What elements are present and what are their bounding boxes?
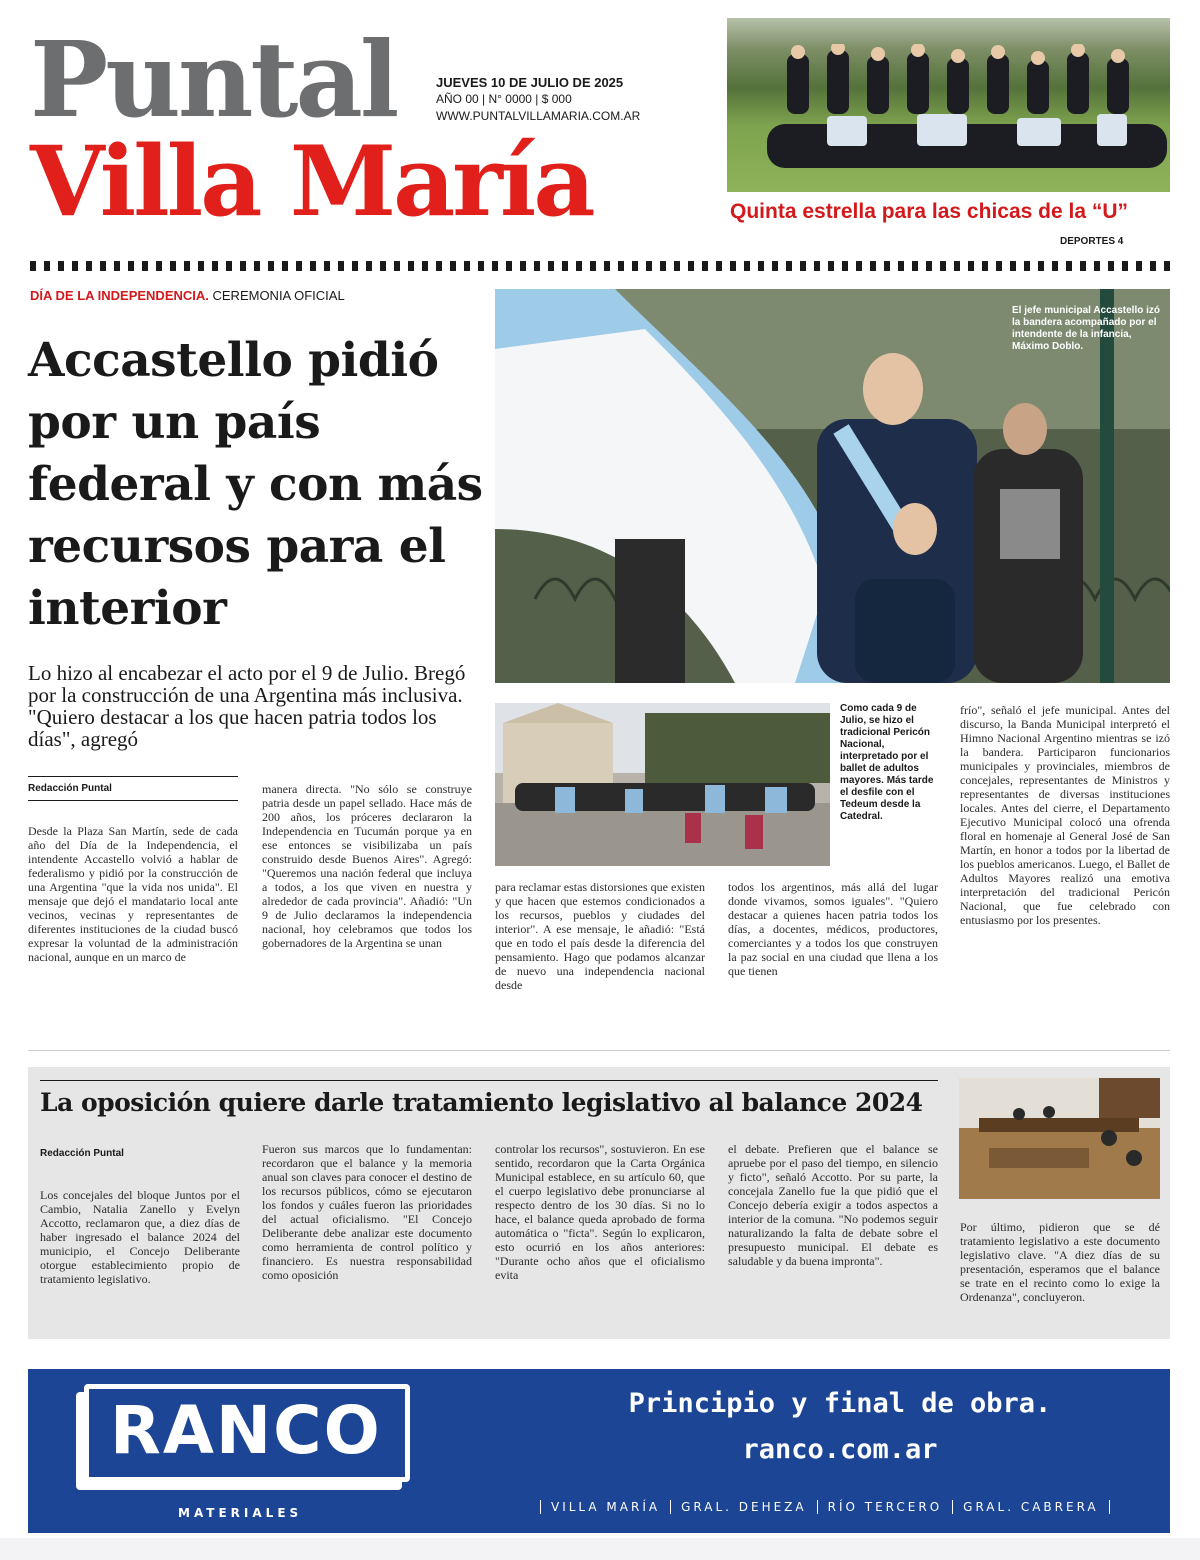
main-story-column-4: todos los argentinos, más allá del lugar donde vivamos, somos iguales". "Quiero destacar a quienes hacen patria todos los días, a docentes, médicos, productores, comerciantes y a todos los que construyen la paz social en una ciudad que llena a los que tienen: [728, 880, 938, 978]
issue-date: JUEVES 10 DE JULIO DE 2025: [436, 75, 624, 90]
main-story-column-5: frío", señaló el jefe municipal. Antes del discurso, la Banda Municipal interpretó el Himno Nacional Argentino mientras se izó la bandera. Participaron funcionarios municipales y provinciales, miembros de concejales, representantes de Ministros y representantes de diversas instituciones locales. Antes del cierre, el Departamento Ejecutivo Municipal colocó una ofrenda floral en homenaje al General José de San Martín, en honor a todos por la libertad de los pueblos americanos. Luego, el Ballet de Adultos Mayores realizó una emotiva interpretación del tradicional Pericón Nacional, que fue celebrado con entusiasmo por los presentes.: [960, 703, 1170, 927]
byline-rule-bottom: [28, 800, 238, 801]
main-story-column-3: para reclamar estas distorsiones que existen y que hacen que estemos condicionados a los recursos, pueblos y ciudades del interior". A ese mensaje, le añadió: "Está que en todo el país desde la diferencia del pensamiento. Hago que podamos alcanzar de nuevo una independencia nacional desde: [495, 880, 705, 992]
opposition-column-2: Fueron sus marcos que lo fundamentan: recordaron que el balance y la memoria anual son claves para conocer el destino de los recursos públicos, cómo se ejecutaron los fondos y cuáles fueron las prioridades del actual oficialismo. "El Concejo Deliberante debe analizar este documento como herramienta de control político y financiero. Es nuestra responsabilidad como oposición: [262, 1142, 472, 1282]
opposition-story-byline: Redacción Puntal: [40, 1148, 124, 1159]
ad-slogan: Principio y final de obra.: [628, 1388, 1052, 1419]
perforated-divider: [30, 261, 1170, 271]
sports-section-tag: DEPORTES 4: [1060, 236, 1124, 247]
sports-teaser-headline[interactable]: Quinta estrella para las chicas de la “U”: [730, 200, 1129, 223]
council-illustration: [959, 1078, 1160, 1199]
ad-city: VILLA MARÍA: [540, 1500, 670, 1514]
masthead-puntal: Puntal: [30, 18, 397, 141]
ad-city: GRAL. DEHEZA: [670, 1500, 817, 1514]
opposition-story-headline[interactable]: La oposición quiere darle tratamiento legislativo al balance 2024: [40, 1088, 923, 1117]
main-story-headline[interactable]: Accastello pidió por un país federal y con más recursos para el interior: [28, 333, 483, 636]
opposition-column-3: controlar los recursos", sostuvieron. En ese sentido, recordaron que la Carta Orgánica Municipal establece, en su artículo 60, que el cuerpo legislativo debe pronunciarse al respecto dentro de los 30 días. Si no lo hace, el balance queda aprobado de forma automática o "ficta". Según lo explicaron, esto ocurrió en los años anteriores: "Durante ocho años que el oficialismo evita: [495, 1142, 705, 1282]
ranco-logo-subtitle: MATERIALES: [178, 1506, 303, 1520]
pericon-parade-photo[interactable]: [495, 703, 830, 866]
ad-city: GRAL. CABRERA: [952, 1500, 1109, 1514]
main-story-kicker: [30, 288, 345, 303]
kicker-section: DÍA DE LA INDEPENDENCIA.: [30, 288, 209, 303]
parade-illustration: [495, 703, 830, 866]
flag-photo-caption: El jefe municipal Accastello izó la bandera acompañado por el intendente de la infancia, Máximo Doblo.: [1012, 305, 1161, 352]
opposition-column-1: Los concejales del bloque Juntos por el Cambio, Natalia Zanello y Evelyn Accotto, reclamaron que, a diez días de haber ingresado el balance 2024 del municipio, el Concejo Deliberante otorgue establecimiento propio de tratamiento legislativo.: [40, 1188, 240, 1286]
opposition-column-5: Por último, pidieron que se dé tratamiento legislativo a este documento legislativo clave. "A diez días de su presentación, esperamos que el balance se trate en el recinto como lo exige la Ordenanza", concluyeron.: [960, 1220, 1160, 1304]
council-session-photo[interactable]: [959, 1078, 1160, 1199]
main-story-column-2: manera directa. "No sólo se construye patria desde un papel sellado. Hace más de 200 años, los próceres declararon la Independencia en Tucumán porque ya en ese entonces se visibilizaba un país construido desde Buenos Aires". Agregó: "Queremos una nación federal que incluya a todos, a los que viven en nuestra y alrededor de cada provincia". Añadió: "Un 9 de Julio declaramos la independencia nacional, hoy celebramos que todos los gobernadores de la Argentina se unan: [262, 782, 472, 950]
ad-city: RÍO TERCERO: [817, 1500, 953, 1514]
main-story-column-1: Desde la Plaza San Martín, sede de cada año del Día de la Independencia, el intendente Accastello volvió a hablar de federalismo y pidió por la construcción de una Argentina "que la vida nos unida". El mensaje que dejó el mandatario local ante vecinos, vecinas y representantes de diferentes instituciones de la ciudad buscó expresar la voluntad de la administración nacional, aunque en un marco de: [28, 824, 238, 964]
website-link[interactable]: WWW.PUNTALVILLAMARIA.COM.AR: [436, 109, 641, 123]
kicker-topic: CEREMONIA OFICIAL: [208, 288, 345, 303]
byline-rule-top: [28, 776, 238, 777]
masthead-meta: [436, 74, 641, 125]
issue-edition: AÑO 00 | N° 0000 | $ 000: [436, 92, 572, 106]
team-silhouettes: [767, 44, 1167, 184]
ranco-logo: RANCO: [110, 1392, 382, 1469]
section-divider: [28, 1050, 1170, 1051]
main-story-byline: Redacción Puntal: [28, 783, 112, 794]
page-footer-band: [0, 1538, 1200, 1560]
opposition-column-4: el debate. Prefieren que el balance se apruebe por el paso del tiempo, en silencio y ficto", señaló Accotto. Por su parte, la concejala Zanello fue la que pidió que el Concejo debería exigir a todos aspectos a interior de la comuna. "No podemos seguir naturalizando la falta de debate sobre el presupuesto municipal. El debate es saludable y da buena impronta".: [728, 1142, 938, 1268]
parade-photo-caption: Como cada 9 de Julio, se hizo el tradicional Pericón Nacional, interpretado por el ballet de adultos mayores. Más tarde el desfile con el Tedeum desde la Catedral.: [840, 703, 934, 822]
ad-website-link[interactable]: ranco.com.ar: [742, 1434, 938, 1465]
hockey-team-photo[interactable]: [727, 18, 1170, 192]
masthead-villa-maria: Villa María: [30, 125, 593, 238]
second-story-rule: [40, 1080, 938, 1081]
ad-cities-list: [540, 1500, 1160, 1514]
main-story-lede: Lo hizo al encabezar el acto por el 9 de Julio. Bregó por la construcción de una Argentina más inclusiva. "Quiero destacar a los que hacen patria todos los días", agregó: [28, 661, 466, 751]
